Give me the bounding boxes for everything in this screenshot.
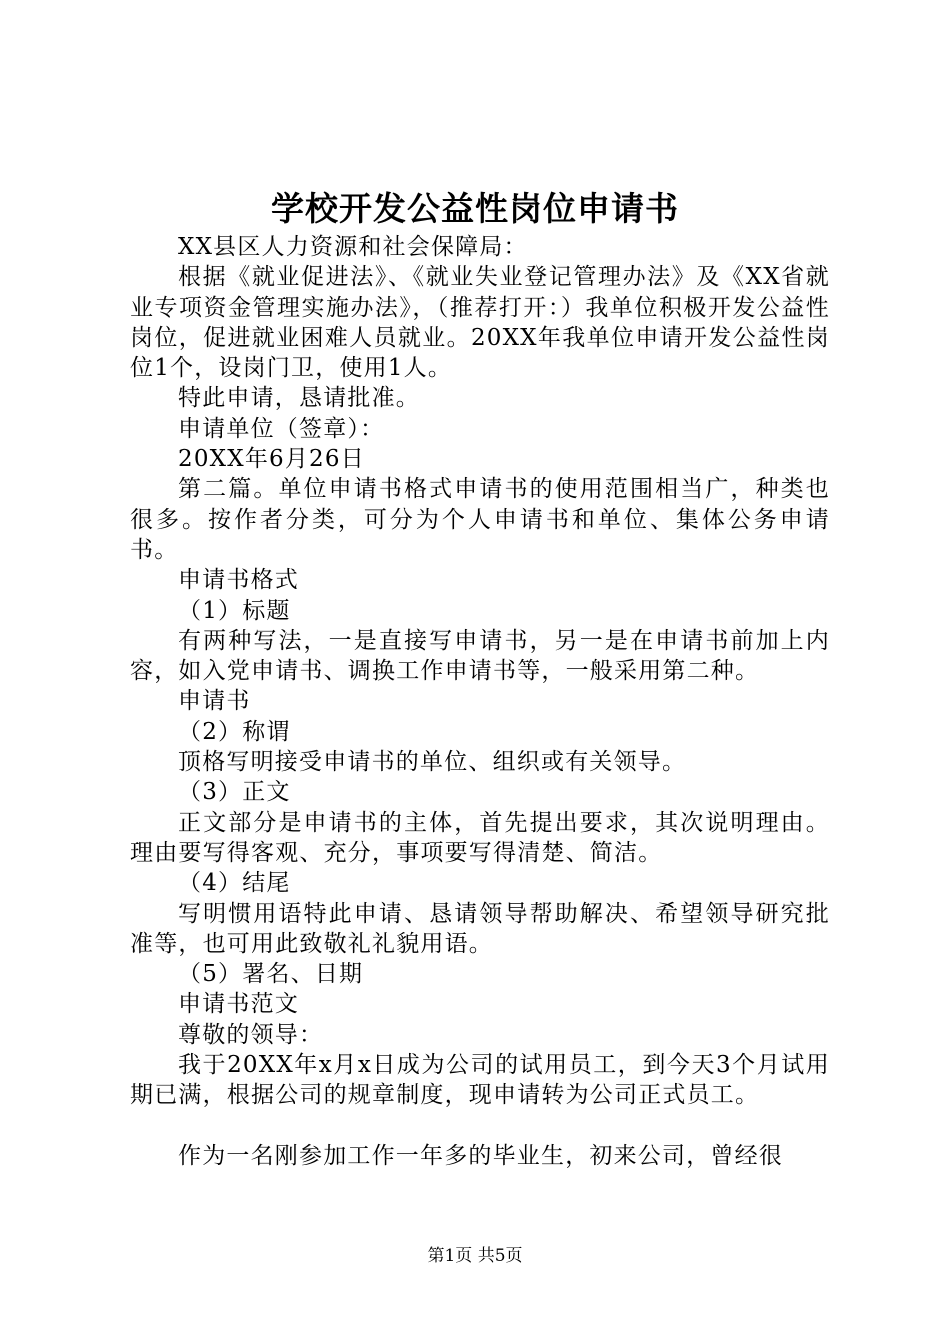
paragraph-body-desc: 正文部分是申请书的主体，首先提出要求，其次说明理由。理由要写得客观、充分，事项要写得清楚、简洁。: [130, 809, 830, 866]
paragraph-sample-salutation: 尊敬的领导：: [178, 1021, 324, 1048]
paragraph-section-salutation: （2）称谓: [178, 718, 291, 745]
paragraph-title-example: 申请书: [178, 688, 251, 715]
paragraph-salutation-desc: 顶格写明接受申请书的单位、组织或有关领导。: [178, 749, 687, 776]
paragraph-title-desc: 有两种写法，一是直接写申请书，另一是在申请书前加上内容，如入党申请书、调换工作申请书等，一般采用第二种。: [130, 627, 830, 685]
paragraph-section-ending: （4）结尾: [178, 870, 291, 897]
paragraph-section-body: （3）正文: [178, 779, 291, 806]
paragraph-sample-body: 我于20XX年x月x日成为公司的试用员工，到今天3个月试用期已满，根据公司的规章制度，现申请转为公司正式员工。: [130, 1052, 830, 1109]
paragraph-applicant: 申请单位（签章）：: [178, 415, 385, 442]
paragraph-request: 特此申请，恳请批准。: [178, 385, 420, 412]
paragraph-section-title: （1）标题: [178, 597, 291, 624]
paragraph-ending-desc: 写明惯用语特此申请、恳请领导帮助解决、希望领导研究批准等，也可用此致敬礼礼貌用语。: [130, 900, 830, 957]
document-title: 学校开发公益性岗位申请书: [271, 189, 679, 228]
paragraph-date: 20XX年6月26日: [178, 446, 365, 473]
paragraph-section-signature: （5）署名、日期: [178, 961, 364, 988]
paragraph-sample-continued: 作为一名刚参加工作一年多的毕业生，初来公司，曾经很: [178, 1142, 783, 1169]
paragraph-format-heading: 申请书格式: [178, 567, 299, 594]
paragraph-addressee: XX县区人力资源和社会保障局：: [178, 234, 528, 260]
document-body: [130, 232, 830, 1171]
page-number: 第1页 共5页: [427, 1246, 523, 1266]
paragraph-sample-heading: 申请书范文: [178, 991, 299, 1018]
paragraph-part-two-intro: 第二篇。单位申请书格式申请书的使用范围相当广，种类也很多。按作者分类，可分为个人申请书和单位、集体公务申请书。: [130, 476, 830, 563]
paragraph-application-body: 根据《就业促进法》、《就业失业登记管理办法》及《XX省就业专项资金管理实施办法》，（推荐打开：）我单位积极开发公益性岗位，促进就业困难人员就业。20XX年我单位申请开发公益性岗位1个，设岗门卫，使用1人。: [130, 264, 830, 382]
